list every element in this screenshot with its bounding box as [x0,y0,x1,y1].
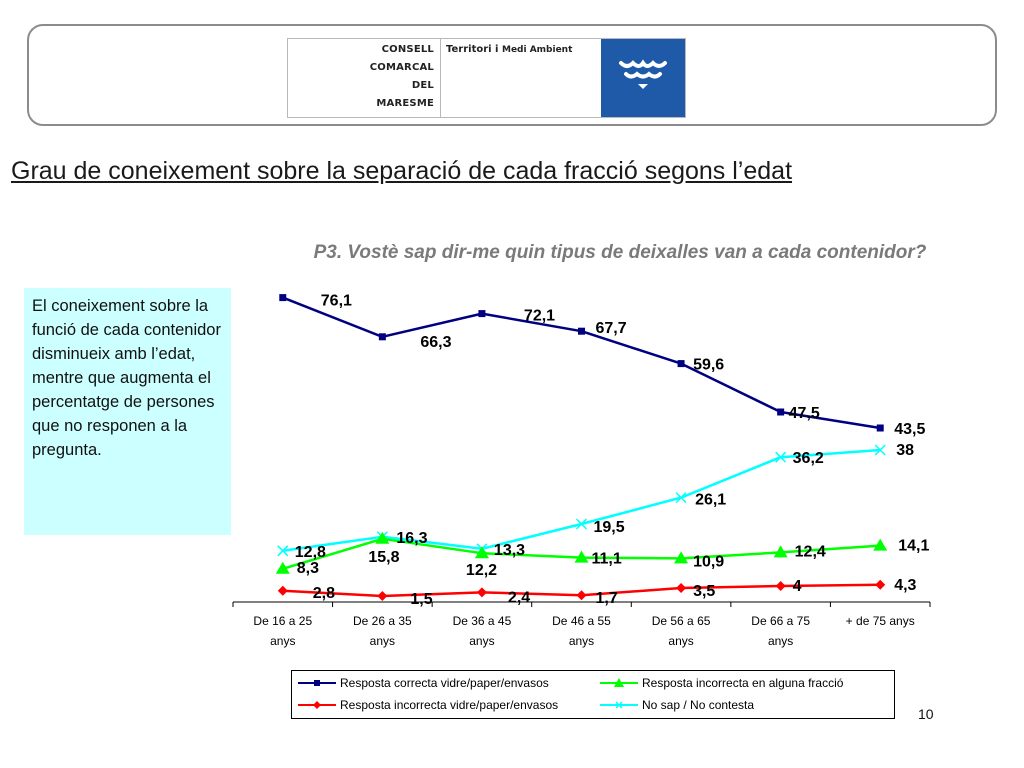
data-label: 8,3 [296,559,320,577]
data-label: 47,5 [788,405,820,422]
series-line [283,450,880,551]
data-label: 72,1 [523,307,556,325]
logo-line-4: MARESME [376,98,434,109]
data-label: 67,7 [595,320,627,338]
data-label: 10,9 [693,553,725,571]
data-point [377,591,387,601]
data-point [577,590,587,600]
x-tick-label: anys [369,634,396,648]
page-number: 10 [918,706,934,722]
legend-item-incorrect-glass [298,698,558,712]
x-tick-label: De 56 a 65 [651,614,711,628]
legend-marker-triangle-icon [600,678,638,688]
legend-item-correct [298,676,549,690]
data-label: 16,3 [396,529,428,547]
data-label: 36,2 [792,450,824,468]
data-label: 15,8 [368,548,400,566]
data-point [478,310,485,317]
legend-label: Resposta incorrecta vidre/paper/envasos [340,698,559,712]
chart-legend [291,670,895,719]
data-label: 1,7 [595,590,618,608]
x-tick-label: De 16 a 25 [253,614,313,628]
x-tick-label: De 36 a 45 [452,614,512,628]
data-point [279,294,286,301]
logo-dept-part-2: Medi Ambient [501,45,573,55]
x-tick-label: anys [767,634,794,648]
data-label: 59,6 [693,356,725,374]
note-box: El coneixement sobre la funció de cada contenidor disminueix amb l’edat, mentre que augmenta el percentatge de persones que no responen a la pregunta. [24,288,231,535]
data-label: 14,1 [898,537,930,555]
slide-title: Grau de coneixement sobre la separació de cada fracció segons l’edat [11,157,793,185]
chart-title: P3. Vostè sap dir-me quin tipus de deixalles van a cada contenidor? [313,242,927,263]
data-label: 12,8 [294,543,326,561]
data-point [875,580,885,590]
x-tick-label: De 46 a 55 [552,614,611,628]
data-point [379,333,386,340]
data-label: 2,8 [312,584,336,602]
legend-label: Resposta correcta vidre/paper/envasos [340,676,549,690]
data-point [578,328,585,335]
x-tick-label: anys [270,634,296,648]
legend-item-no-answer [600,698,754,712]
data-label: 12,4 [794,543,826,561]
data-point [278,586,288,596]
data-point [676,583,686,593]
data-label: 4,3 [894,576,917,594]
data-point [678,360,685,367]
x-tick-label: anys [568,634,595,648]
data-label: 13,3 [493,541,526,559]
legend-marker-x-icon [600,700,638,710]
data-point [877,425,884,432]
data-label: 2,4 [507,589,531,607]
logo-line-1: CONSELL [381,44,434,55]
x-tick-label: anys [668,634,694,648]
legend-label: Resposta incorrecta en alguna fracció [642,676,844,690]
data-label: 38 [896,442,915,459]
data-point [776,581,786,591]
x-tick-label: De 26 a 35 [352,614,412,628]
legend-label: No sap / No contesta [642,698,755,712]
data-label: 3,5 [693,583,716,600]
data-label: 1,5 [410,591,433,608]
data-point [777,409,784,416]
logo-line-2: COMARCAL [369,62,434,73]
data-label: 4 [792,578,802,595]
data-label: 43,5 [894,421,926,438]
x-tick-label: anys [469,634,495,648]
legend-marker-square-icon [298,678,336,688]
legend-item-incorrect-any [600,676,843,690]
x-tick-label: De 66 a 75 [751,614,811,628]
data-label: 19,5 [593,519,625,536]
data-label: 26,1 [695,491,727,509]
data-label: 12,2 [465,562,498,580]
logo-line-3: DEL [411,80,434,91]
logo-dept-part-1: Territori i [446,44,499,55]
x-tick-label: + de 75 anys [845,614,915,628]
data-point [477,587,487,597]
data-label: 76,1 [320,292,352,310]
data-label: 11,1 [591,550,622,568]
data-label: 66,3 [420,333,452,351]
data-point [873,539,887,551]
legend-marker-diamond-icon [298,700,336,710]
